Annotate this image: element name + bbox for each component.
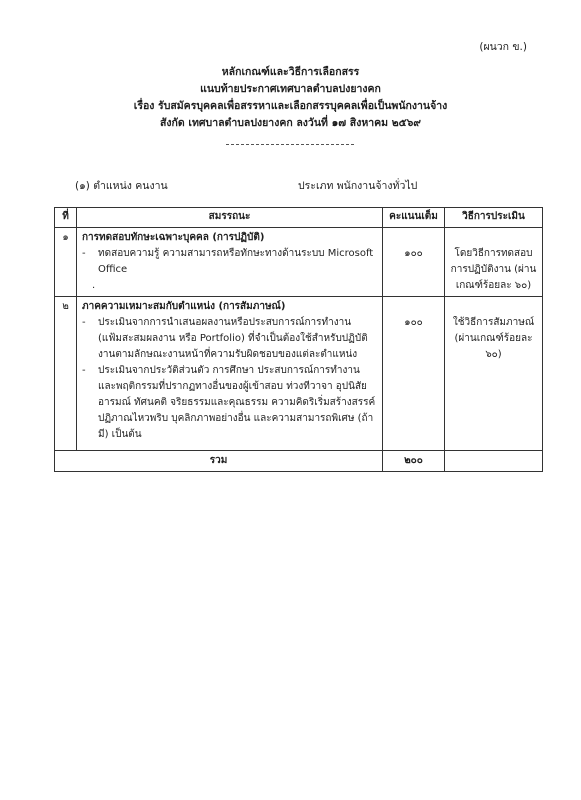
header-max-score: คะแนนเต็ม [383,208,445,228]
table-header-row [55,208,543,228]
item-text: ทดสอบความรู้ ความสามารถหรือทักษะทางด้านระบบ Microsoft Office [98,248,374,275]
item-text: ประเมินจากประวัติส่วนตัว การศึกษา ประสบการณ์การทำงาน และพฤติกรรมที่ปรากฏทางอื่นของผู้เข้าสอบ ท่วงทีวาจา อุปนิสัย อารมณ์ ทัศนคติ จริยธรรมและคุณธรรม ความคิดริเริ่มสร้างสรรค์ ปฏิภาณไหวพริบ บุคลิกภาพอย่างอื่น และความสามารถพิเศษ (ถ้ามี) เป็นต้น [98,365,376,440]
total-method-empty [445,451,543,472]
bullet-dash: - [82,365,86,376]
document-header [0,64,581,132]
item-text: ประเมินจากการนำเสนอผลงานหรือประสบการณ์การทำงาน (แฟ้มสะสมผลงาน หรือ Portfolio) ที่จำเป็นต้องใช้สำหรับปฏิบัติงานตามลักษณะงานหน้าที่ความรับผิดชอบของแต่ละตำแหน่ง [98,317,368,360]
section-title: การทดสอบทักษะเฉพาะบุคคล (การปฏิบัติ) [82,232,265,243]
row-number: ๑ [55,228,77,297]
header-no: ที่ [55,208,77,228]
bullet-dash: - [82,317,86,328]
total-label: รวม [55,451,383,472]
header-divider [226,144,354,145]
competency-cell [77,297,383,451]
annex-label: (ผนวก ข.) [479,41,527,53]
position-label: (๑) ตำแหน่ง คนงาน [75,180,168,192]
header-method: วิธีการประเมิน [445,208,543,228]
list-item [82,363,377,443]
header-competency: สมรรถนะ [77,208,383,228]
header-title: หลักเกณฑ์และวิธีการเลือกสรร [221,66,360,78]
stray-mark: . [92,280,96,291]
total-score: ๒๐๐ [383,451,445,472]
competency-cell [77,228,383,297]
score-value: ๑๐๐ [404,248,423,259]
list-item [82,315,377,363]
method-text: โดยวิธีการทดสอบการปฏิบัติงาน (ผ่านเกณฑ์ร้อยละ ๖๐) [450,248,537,291]
method-text: ใช้วิธีการสัมภาษณ์ (ผ่านเกณฑ์ร้อยละ ๖๐) [452,317,535,360]
table-row [55,228,543,297]
row-number: ๒ [55,297,77,451]
header-subject: เรื่อง รับสมัครบุคคลเพื่อสรรหาและเลือกสรรบุคคลเพื่อเป็นพนักงานจ้าง [133,100,448,112]
score-value: ๑๐๐ [404,317,423,328]
score-cell [383,228,445,297]
table-row [55,297,543,451]
method-cell [445,297,543,451]
score-cell [383,297,445,451]
total-row [55,451,543,472]
header-attachment: แนบท้ายประกาศเทศบาลตำบลปงยางคก [200,83,381,95]
method-cell [445,228,543,297]
section-title: ภาคความเหมาะสมกับตำแหน่ง (การสัมภาษณ์) [82,301,286,312]
header-affiliation: สังกัด เทศบาลตำบลปงยางคก ลงวันที่ ๑๗ สิงหาคม ๒๕๖๙ [160,117,421,129]
position-type: ประเภท พนักงานจ้างทั่วไป [298,180,418,192]
list-item [82,246,377,278]
criteria-table [54,207,543,472]
bullet-dash: - [82,248,86,259]
